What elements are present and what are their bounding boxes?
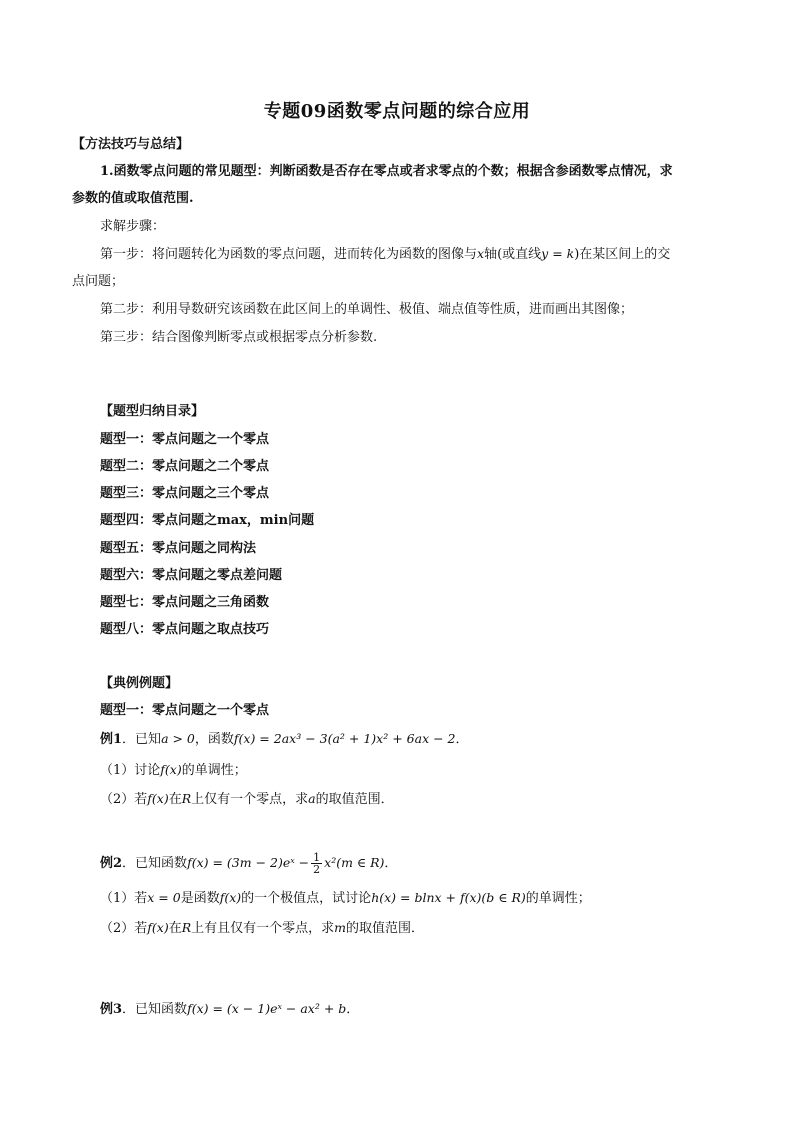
type1-heading: 题型一：零点问题之一个零点 bbox=[100, 703, 270, 718]
example1-q2-text-c: 上仅有一个零点，求 bbox=[191, 792, 309, 807]
method-point1-line1: 1.函数零点问题的常见题型：判断函数是否存在零点或者求零点的个数；根据含参函数零点情况，求 bbox=[100, 164, 673, 179]
example2-q1 bbox=[100, 889, 591, 908]
example1-label: 例1 bbox=[100, 732, 123, 747]
example3-end: ． bbox=[346, 1002, 360, 1017]
catalog-item: 题型五：零点问题之同构法 bbox=[100, 541, 257, 556]
example3-label: 例3 bbox=[100, 1002, 123, 1017]
example1-q2-text-a: （2）若 bbox=[100, 792, 148, 807]
example2-q2-text-b: 在 bbox=[168, 921, 182, 936]
example2-q2-text-c: 上有且仅有一个零点，求 bbox=[191, 921, 335, 936]
step1-text-c: )在某区间上的交 bbox=[574, 247, 671, 262]
page-title: 专题09函数零点问题的综合应用 bbox=[263, 101, 531, 122]
step2-text: 第二步：利用导数研究该函数在此区间上的单调性、极值、端点值等性质，进而画出其图像； bbox=[100, 302, 634, 317]
example2-q1-h: h(x) = blnx + f(x)(b ∈ R) bbox=[371, 890, 526, 905]
step1-x: x bbox=[477, 246, 485, 261]
catalog-item: 题型七：零点问题之三角函数 bbox=[100, 595, 270, 610]
example1-q2 bbox=[100, 790, 394, 809]
example1-function: f(x) = 2ax³ − 3(a² + 1)x² + 6ax − 2 bbox=[233, 731, 456, 746]
example1-condition: a > 0 bbox=[161, 731, 195, 746]
example2-q1-x: x = 0 bbox=[147, 890, 181, 905]
example2-text-a: ．已知函数 bbox=[122, 856, 188, 871]
step1-line2: 点问题； bbox=[72, 274, 125, 289]
example1-q1 bbox=[100, 761, 247, 780]
step1-eq: y = k bbox=[541, 246, 575, 261]
example2-q1-text-d: 的单调性； bbox=[525, 891, 591, 906]
example2-q2-text-d: 的取值范围． bbox=[346, 921, 425, 936]
example2-q1-func: f(x) bbox=[219, 890, 242, 905]
fraction-numerator: 1 bbox=[313, 851, 321, 864]
catalog-heading: 【题型归纳目录】 bbox=[100, 404, 205, 419]
example2-q2-set: R bbox=[181, 920, 192, 935]
example2-q1-text-a: （1）若 bbox=[100, 891, 148, 906]
example2-end: ． bbox=[384, 856, 398, 871]
step1-text-a: 第一步：将问题转化为函数的零点问题，进而转化为函数的图像与 bbox=[100, 247, 478, 262]
example2-q1-text-b: 是函数 bbox=[180, 891, 220, 906]
example1-end: ． bbox=[455, 732, 469, 747]
method-heading: 【方法技巧与总结】 bbox=[72, 137, 190, 152]
catalog-item: 题型六：零点问题之零点差问题 bbox=[100, 568, 283, 583]
catalog-item: 题型三：零点问题之三个零点 bbox=[100, 486, 270, 501]
steps-label: 求解步骤： bbox=[100, 219, 166, 234]
example2-label: 例2 bbox=[100, 856, 123, 871]
example3-function: f(x) = (x − 1)eˣ − ax² + b bbox=[187, 1001, 347, 1016]
method-point1-line2: 参数的值或取值范围. bbox=[72, 191, 194, 206]
example1-q2-text-b: 在 bbox=[168, 792, 182, 807]
examples-heading: 【典例例题】 bbox=[100, 676, 179, 691]
example2-function-a: f(x) = (3m − 2)eˣ − bbox=[187, 855, 310, 870]
step1-text-b: 轴(或直线 bbox=[484, 247, 542, 262]
example1-q2-func: f(x) bbox=[147, 791, 169, 806]
example1-statement bbox=[100, 730, 469, 749]
example1-q1-text-a: （1）讨论 bbox=[100, 763, 161, 778]
catalog-item: 题型四：零点问题之max，min问题 bbox=[100, 513, 315, 528]
example1-text-b: ，函数 bbox=[194, 732, 234, 747]
step1-line1 bbox=[100, 245, 670, 264]
step3-text: 第三步：结合图像判断零点或根据零点分析参数. bbox=[100, 330, 378, 345]
example1-q2-var: a bbox=[308, 791, 316, 806]
example2-q2-var: m bbox=[334, 920, 347, 935]
example3-text-a: ．已知函数 bbox=[122, 1002, 188, 1017]
example2-q2-text-a: （2）若 bbox=[100, 921, 148, 936]
example2-q2 bbox=[100, 919, 424, 938]
example2-q2-func: f(x) bbox=[147, 920, 169, 935]
catalog-item: 题型八：零点问题之取点技巧 bbox=[100, 622, 270, 637]
example3-statement bbox=[100, 1000, 359, 1019]
example2-statement bbox=[100, 852, 397, 875]
example1-q2-set: R bbox=[181, 791, 192, 806]
example1-q1-func: f(x) bbox=[160, 762, 182, 777]
example2-q1-text-c: 的一个极值点，试讨论 bbox=[241, 891, 372, 906]
example1-text-a: ．已知 bbox=[122, 732, 162, 747]
example1-q1-text-b: 的单调性； bbox=[181, 763, 247, 778]
fraction-denominator: 2 bbox=[313, 863, 321, 876]
example1-q2-text-d: 的取值范围． bbox=[315, 792, 394, 807]
example2-fraction bbox=[311, 852, 322, 875]
catalog-item: 题型二：零点问题之二个零点 bbox=[100, 459, 270, 474]
catalog-item: 题型一：零点问题之一个零点 bbox=[100, 432, 270, 447]
example2-function-b: x²(m ∈ R) bbox=[324, 855, 385, 870]
